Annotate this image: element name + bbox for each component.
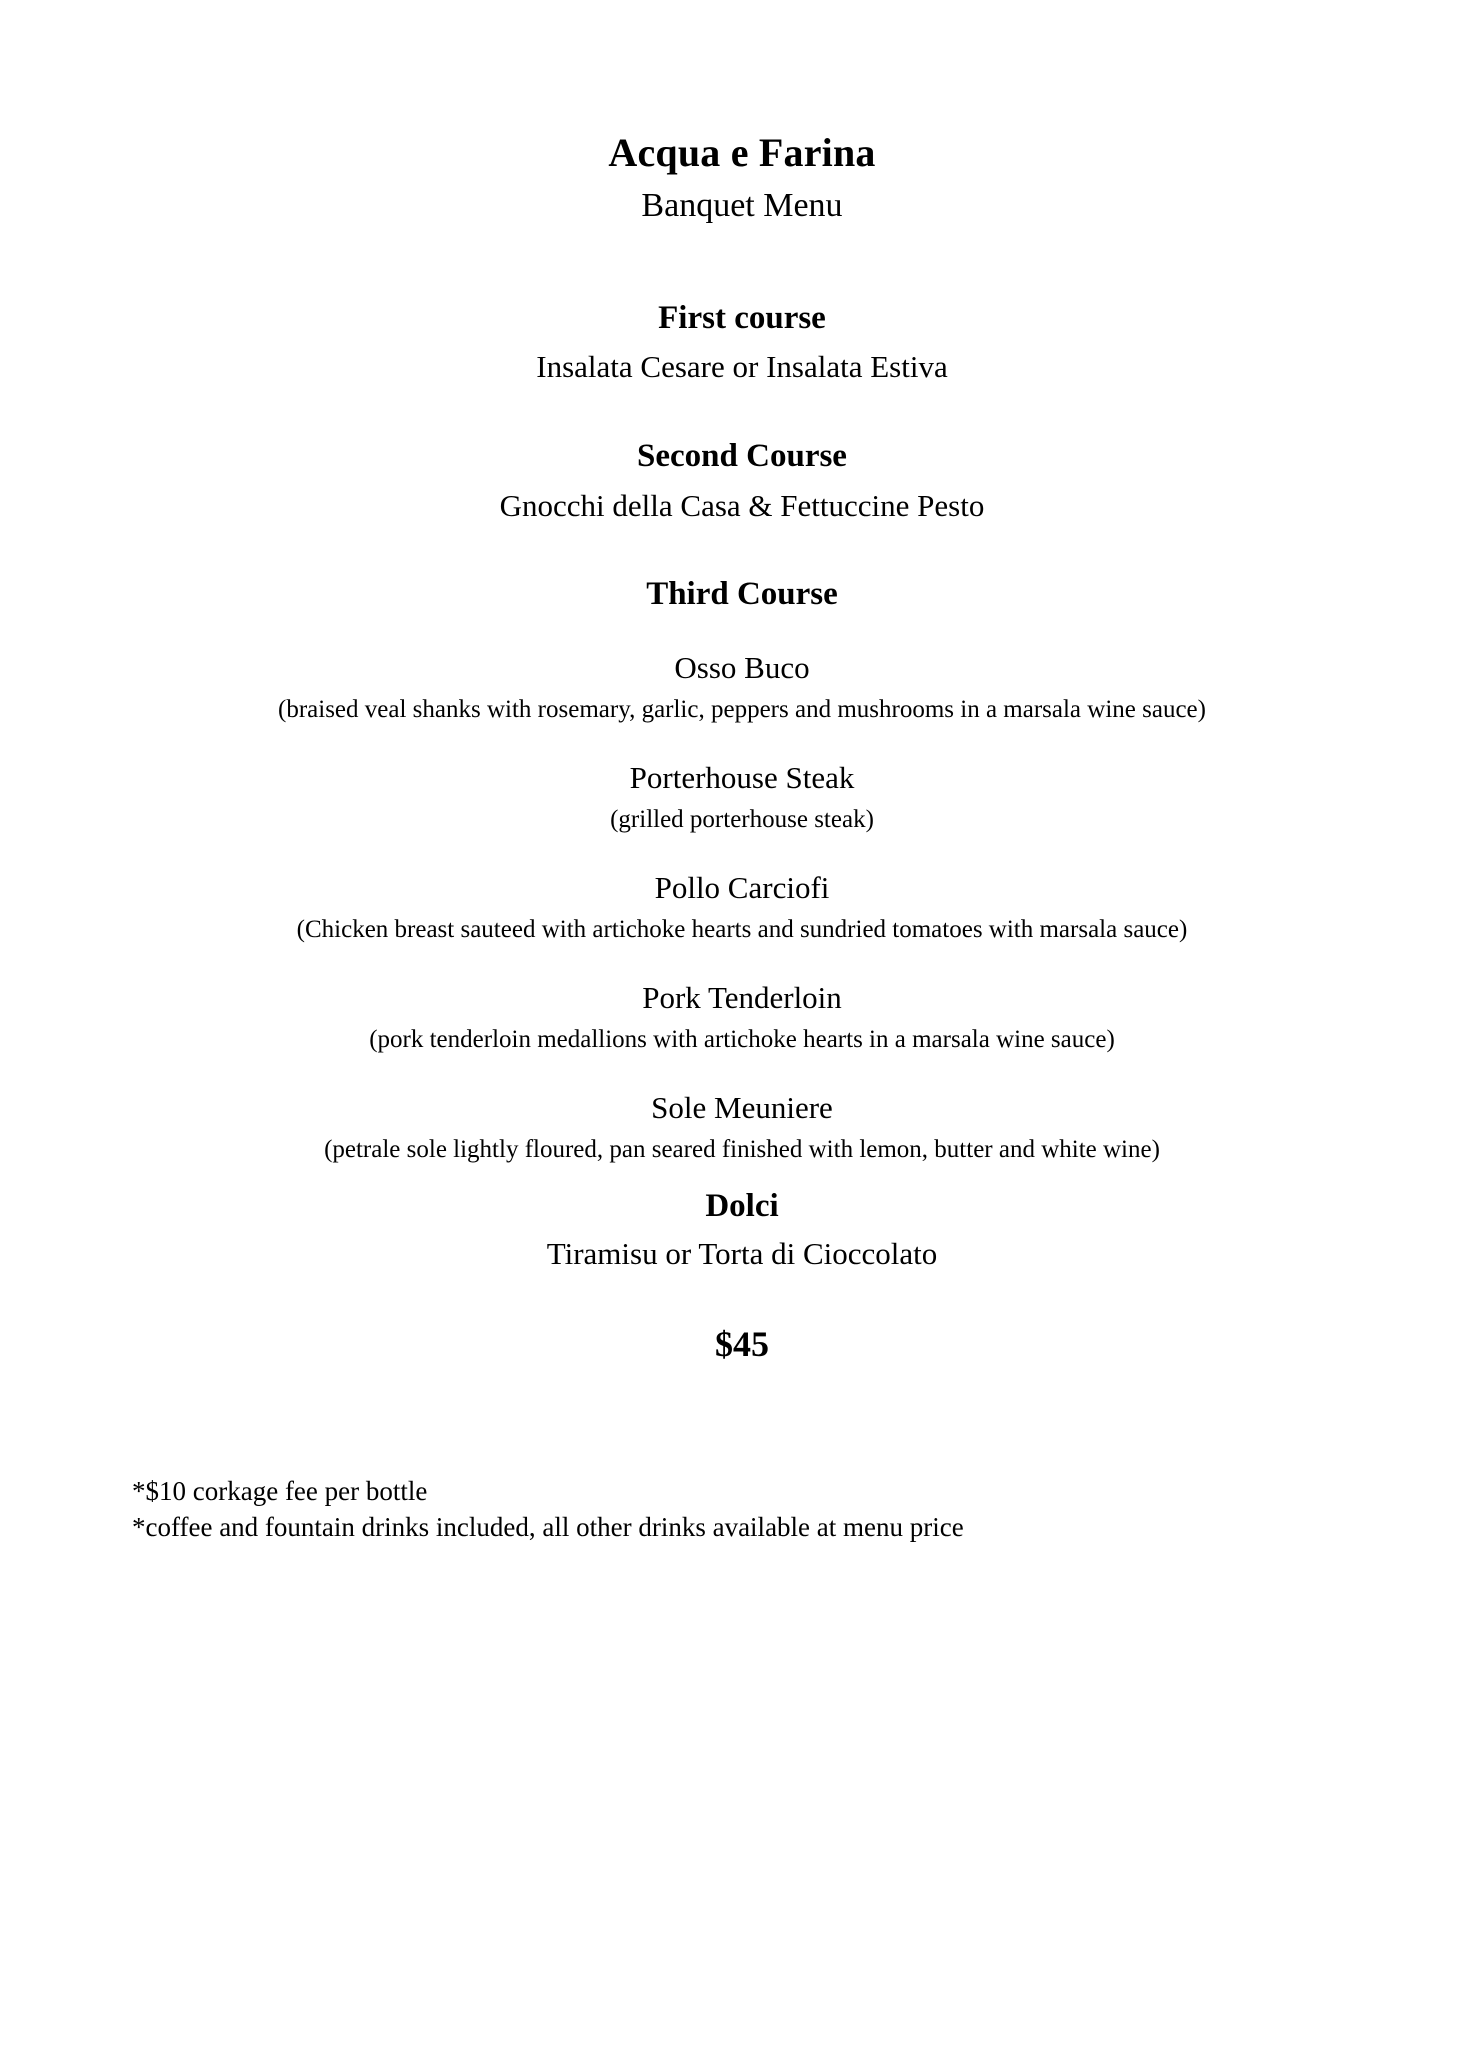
course-second-items: Gnocchi della Casa & Fettuccine Pesto (499, 487, 985, 523)
menu-price: $45 (715, 1324, 769, 1365)
dish-description: (pork tenderloin medallions with artichoke hearts in a marsala wine sauce) (369, 1025, 1115, 1053)
course-first-heading: First course (658, 299, 826, 336)
spacer (0, 945, 1484, 979)
dish-pork-tenderloin (0, 979, 1484, 1055)
dish-sole-meuniere (0, 1089, 1484, 1165)
course-second-heading: Second Course (637, 438, 847, 475)
spacer (0, 387, 1484, 437)
course-third (0, 575, 1484, 615)
spacer (0, 1367, 1484, 1439)
dessert-block (0, 1187, 1484, 1273)
dish-name: Osso Buco (674, 650, 810, 686)
dish-description: (Chicken breast sauteed with artichoke hearts and sundried tomatoes with marsala sauce) (296, 915, 1188, 943)
dish-pollo-carciofi (0, 869, 1484, 945)
spacer (0, 615, 1484, 649)
dish-osso-buco (0, 649, 1484, 725)
dish-porterhouse-steak (0, 759, 1484, 835)
menu-notes (132, 1473, 1484, 1546)
spacer (0, 725, 1484, 759)
dish-name: Pollo Carciofi (654, 870, 830, 906)
dish-name: Sole Meuniere (651, 1090, 833, 1126)
restaurant-name: Acqua e Farina (608, 130, 876, 175)
dish-name: Pork Tenderloin (642, 980, 842, 1016)
spacer (0, 835, 1484, 869)
price-block (0, 1323, 1484, 1366)
menu-header (0, 130, 1484, 227)
course-second (0, 437, 1484, 525)
note-drinks: *coffee and fountain drinks included, all other drinks available at menu price (132, 1512, 964, 1543)
note-corkage-fee: *$10 corkage fee per bottle (132, 1475, 428, 1506)
menu-subtitle: Banquet Menu (641, 187, 843, 224)
course-third-heading: Third Course (646, 576, 838, 613)
spacer (0, 1165, 1484, 1187)
dish-description: (grilled porterhouse steak) (610, 805, 874, 833)
spacer (0, 1055, 1484, 1089)
spacer (0, 227, 1484, 299)
dish-name: Porterhouse Steak (629, 760, 855, 796)
menu-page (0, 130, 1484, 2050)
dish-description: (petrale sole lightly floured, pan seared finished with lemon, butter and white wine) (324, 1135, 1160, 1163)
spacer (0, 1439, 1484, 1473)
course-first-items: Insalata Cesare or Insalata Estiva (536, 349, 948, 385)
spacer (0, 525, 1484, 575)
dish-description: (braised veal shanks with rosemary, garlic, peppers and mushrooms in a marsala wine sauce) (278, 695, 1206, 723)
spacer (0, 1273, 1484, 1323)
course-first (0, 299, 1484, 387)
dessert-heading: Dolci (705, 1188, 779, 1225)
dessert-items: Tiramisu or Torta di Cioccolato (546, 1235, 938, 1271)
